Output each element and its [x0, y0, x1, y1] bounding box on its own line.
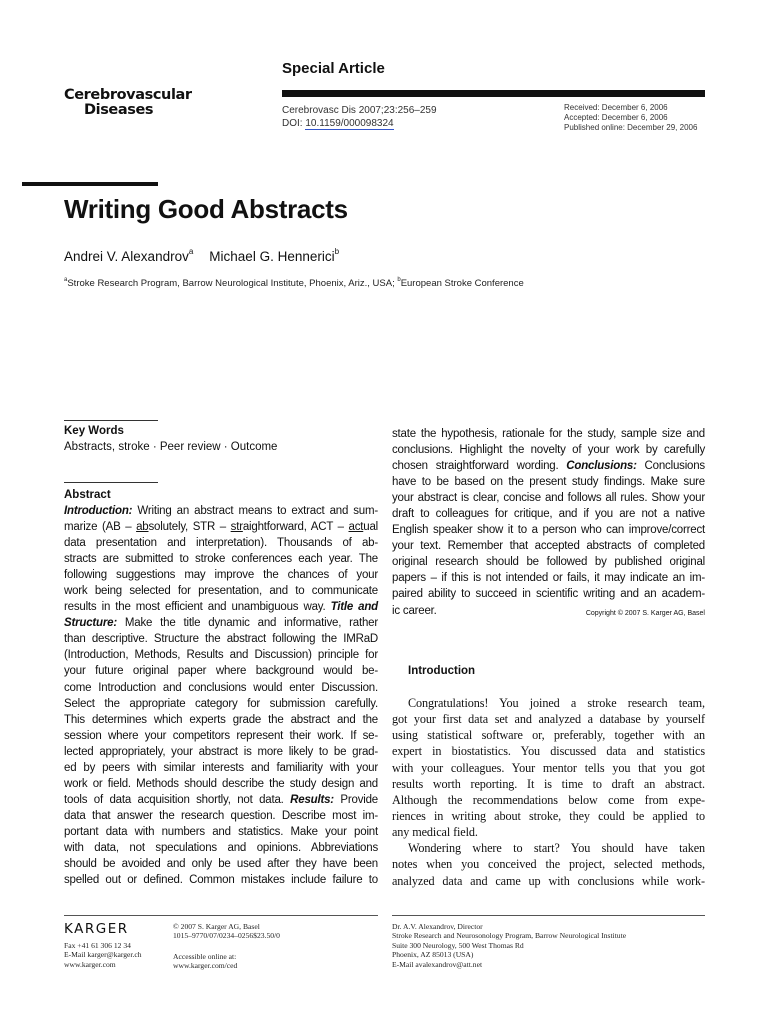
author-1: Andrei V. Alexandrov — [64, 249, 189, 264]
body-line: with your colleagues. Your mentor tells you that you got — [392, 760, 705, 775]
introduction-body — [392, 695, 705, 889]
doi-line — [282, 117, 437, 130]
correspondence-city: Phoenix, AZ 85013 (USA) — [392, 950, 474, 960]
footer-copyright: © 2007 S. Karger AG, Basel — [173, 922, 260, 931]
publisher-logo: KARGER — [64, 921, 129, 937]
received-date: Received: December 6, 2006 — [564, 103, 668, 112]
body-line: any medical field. — [392, 825, 478, 840]
body-line: results worth reporting. It is time to draft an abstract. — [392, 776, 705, 791]
body-line: expert in biostatistics. You discussed data and statistics — [392, 744, 705, 759]
abstract-line: Structure: Make the title dynamic and informative, rather — [64, 617, 378, 630]
abstract-line: chosen straightforward wording. Conclusions: Conclusions — [392, 460, 705, 473]
doi-label: DOI: — [282, 118, 306, 129]
abstract-line: state the hypothesis, rationale for the study, sample size and — [392, 428, 705, 440]
abstract-line: Introduction: Writing an abstract means to extract and sum- — [64, 505, 378, 517]
correspondence-email: E-Mail avalexandrov@att.net — [392, 959, 483, 969]
abstract-line: session where your competitors represent their work. If se- — [64, 729, 378, 742]
abstract-line: draft to colleagues for critique, and if you are not a native — [392, 508, 705, 521]
published-date: Published online: December 29, 2006 — [564, 123, 698, 132]
author-1-affil: a — [188, 247, 194, 256]
online-access-block — [173, 952, 237, 971]
abstract-line: original research should be followed by published original — [392, 556, 705, 569]
footer-rule-right — [392, 915, 705, 916]
doi-link[interactable]: 10.1159/000098324 — [305, 118, 394, 129]
abstract-line: (Introduction, Methods, Results and Discussion) principle for — [64, 649, 378, 662]
section-label: Special Article — [282, 60, 385, 77]
abstract-line: with data, not speculations and opinions. Abbreviations — [64, 841, 378, 854]
citation: Cerebrovasc Dis 2007;23:256–259 — [282, 105, 437, 116]
abstract-line: data that answer the research question. Describe most im- — [64, 809, 378, 822]
body-line: notes when you conceived the project, selected methods, — [392, 857, 705, 872]
abstract-line: data presentation and interpretation). Thousands of ab- — [64, 537, 378, 550]
affil-mark-a: a — [64, 277, 68, 283]
abstract-line: English speaker show it to a person who can improve/correct — [392, 524, 705, 537]
article-title: Writing Good Abstracts — [64, 194, 348, 224]
correspondence-name: Dr. A.V. Alexandrov, Director — [392, 922, 483, 931]
body-line: got your first data set and analyzed a database by yourself — [392, 712, 705, 727]
abstract-line: your text. Remember that accepted abstracts of completed — [392, 540, 705, 553]
copyright-notice: Copyright © 2007 S. Karger AG, Basel — [585, 609, 705, 617]
publisher-contact — [64, 941, 142, 969]
abstract-line: work being selected for presentation, and to communicate — [64, 585, 378, 598]
abstract-heading: Abstract — [64, 489, 111, 501]
abstract-line: lected appropriately, your abstract is more likely to be grad- — [64, 745, 378, 758]
abstract-line: stracts are submitted to stroke conferences each year. The — [64, 553, 378, 566]
abstract-line: ic career. Copyright © 2007 S. Karger AG, Basel — [392, 603, 705, 619]
access-url: www.karger.com/ced — [173, 961, 238, 971]
keywords-rule — [64, 420, 158, 421]
abstract-line: your future original paper where background would be- — [64, 665, 378, 678]
citation-block — [282, 104, 437, 130]
publisher-fax: Fax +41 61 306 12 34 — [64, 941, 131, 950]
abstract-line: tools of data acquisition shortly, not data. Results: Provide — [64, 793, 378, 806]
introduction-heading: Introduction — [408, 665, 476, 677]
author-2: Michael G. Hennerici — [209, 249, 335, 264]
publisher-email: E-Mail karger@karger.ch — [64, 950, 142, 960]
abstract-line: your abstract is clear, concise and follows all rules. Show your — [392, 492, 705, 505]
abstract-line: conclusions. Highlight the novelty of your work by carefully — [392, 444, 705, 457]
intro-label: Introduction: — [64, 505, 133, 517]
abstract-line: marize (AB – absolutely, STR – straightforward, ACT – actual — [64, 521, 378, 534]
copyright-block — [173, 922, 280, 941]
abstract-rule — [64, 482, 158, 483]
abstract-left-column — [64, 503, 378, 888]
body-line: using statistical software or, preferably, together with an — [392, 728, 705, 743]
abstract-line: Select the appropriate category for submission carefully. — [64, 697, 378, 710]
affil-a: Stroke Research Program, Barrow Neurological Institute, Phoenix, Ariz., USA; — [67, 278, 398, 289]
dates-block — [564, 103, 697, 133]
correspondence-block — [392, 922, 626, 969]
footer-rule-left — [64, 915, 378, 916]
abstract-line: work or field. Methods should describe the study design and — [64, 777, 378, 790]
body-line: Although the recommendations below come from expe- — [392, 792, 705, 807]
journal-logo-line1: Cerebrovascular — [64, 87, 192, 103]
abstract-line: results in the most efficient and unambiguous way. Title and — [64, 601, 378, 614]
keywords-text: Abstracts, stroke · Peer review · Outcome — [64, 441, 278, 453]
abstract-line: following suggestions may improve the chances of your — [64, 569, 378, 582]
abstract-line: This determines which experts grade the abstract and the — [64, 713, 378, 726]
abstract-line: papers – if this is not intended or fails, it may indicate an im- — [392, 572, 705, 585]
abstract-line: have to be based on the present study findings. Make sure — [392, 476, 705, 489]
header-rule — [282, 90, 705, 97]
abstract-right-column — [392, 426, 705, 622]
author-2-affil: b — [334, 247, 340, 256]
affil-b: European Stroke Conference — [400, 278, 524, 289]
journal-logo — [64, 88, 192, 118]
correspondence-street: Suite 300 Neurology, 500 West Thomas Rd — [392, 940, 524, 950]
abstract-line: ed by peers with similar interests and familiarity with your — [64, 761, 378, 774]
accepted-date: Accepted: December 6, 2006 — [564, 113, 668, 122]
body-line: Congratulations! You joined a stroke research team, — [408, 696, 705, 710]
abstract-line: spelled out or defined. Common mistakes include failure to — [64, 874, 378, 887]
abstract-line: than descriptive. Structure the abstract following the IMRaD — [64, 633, 378, 646]
journal-logo-line2: Diseases — [84, 102, 154, 118]
correspondence-dept: Stroke Research and Neurosonology Program, Barrow Neurological Institute — [392, 931, 627, 941]
keywords-heading: Key Words — [64, 425, 124, 437]
author-line — [64, 249, 339, 264]
abstract-line: come Introduction and conclusions would enter Discussion. — [64, 681, 378, 694]
title-rule — [22, 182, 158, 186]
affil-mark-b: b — [397, 277, 401, 283]
affiliations — [64, 278, 524, 289]
abstract-line: portant data with numbers and statistics. Make your point — [64, 825, 378, 838]
abstract-line: should be avoided and only be used after they have been — [64, 858, 378, 871]
body-line: analyzed data and came up with conclusions while work- — [392, 873, 705, 888]
body-line: Wondering where to start? You should have taken — [408, 841, 705, 856]
abstract-line: paired ability to succeed in scientific writing and an academ- — [392, 588, 705, 601]
footer-issn: 1015–9770/07/0234–0256$23.50/0 — [173, 931, 280, 941]
publisher-website: www.karger.com — [64, 959, 116, 969]
body-line: riences in writing about stroke, they could be applied to — [392, 808, 705, 823]
access-label: Accessible online at: — [173, 952, 237, 961]
